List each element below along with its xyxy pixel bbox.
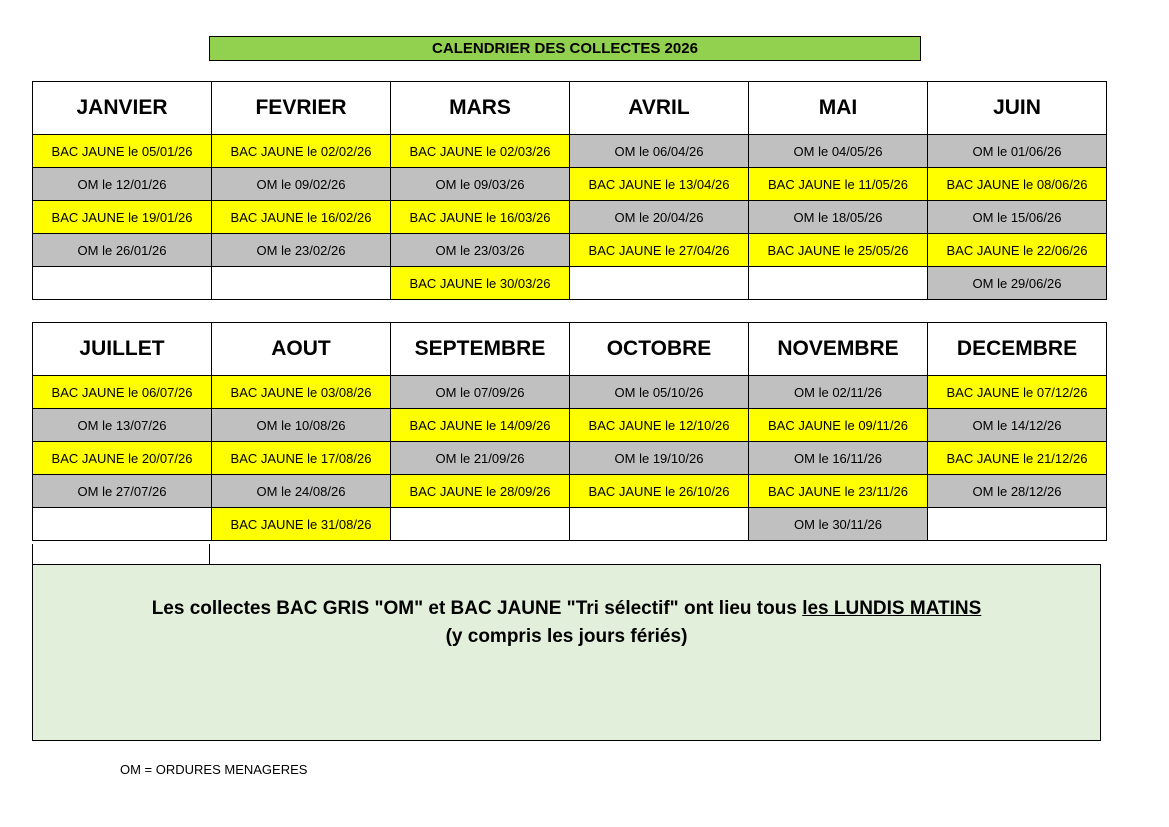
collection-cell: OM le 06/04/26: [570, 135, 749, 168]
calendar-table-first-half: [32, 81, 1107, 300]
collection-cell: OM le 24/08/26: [212, 475, 391, 508]
collection-cell: BAC JAUNE le 14/09/26: [391, 409, 570, 442]
month-header: MAI: [749, 82, 928, 135]
table-row: [33, 267, 1107, 300]
collection-cell: BAC JAUNE le 11/05/26: [749, 168, 928, 201]
collection-cell: BAC JAUNE le 16/02/26: [212, 201, 391, 234]
collection-cell: BAC JAUNE le 05/01/26: [33, 135, 212, 168]
month-header: AVRIL: [570, 82, 749, 135]
collection-cell: [570, 508, 749, 541]
note-line-1: [33, 595, 1100, 623]
table-row: [33, 234, 1107, 267]
collection-cell: OM le 05/10/26: [570, 376, 749, 409]
month-header-row: [33, 82, 1107, 135]
table-row: [33, 508, 1107, 541]
collection-note-box: [32, 564, 1101, 741]
legend-text: OM = ORDURES MENAGERES: [120, 762, 308, 777]
collection-cell: BAC JAUNE le 06/07/26: [33, 376, 212, 409]
collection-cell: OM le 16/11/26: [749, 442, 928, 475]
table-row: [33, 409, 1107, 442]
calendar-title: CALENDRIER DES COLLECTES 2026: [209, 36, 921, 61]
month-header: SEPTEMBRE: [391, 323, 570, 376]
collection-cell: BAC JAUNE le 07/12/26: [928, 376, 1107, 409]
collection-cell: BAC JAUNE le 02/03/26: [391, 135, 570, 168]
collection-cell: BAC JAUNE le 26/10/26: [570, 475, 749, 508]
collection-cell: [33, 267, 212, 300]
collection-cell: [570, 267, 749, 300]
spacer-row: [32, 544, 1101, 565]
collection-cell: OM le 13/07/26: [33, 409, 212, 442]
collection-cell: OM le 18/05/26: [749, 201, 928, 234]
collection-cell: OM le 26/01/26: [33, 234, 212, 267]
collection-cell: BAC JAUNE le 27/04/26: [570, 234, 749, 267]
collection-cell: [33, 508, 212, 541]
collection-cell: [749, 267, 928, 300]
collection-cell: BAC JAUNE le 19/01/26: [33, 201, 212, 234]
month-header: NOVEMBRE: [749, 323, 928, 376]
collection-cell: OM le 28/12/26: [928, 475, 1107, 508]
month-header: DECEMBRE: [928, 323, 1107, 376]
collection-cell: BAC JAUNE le 23/11/26: [749, 475, 928, 508]
collection-cell: [928, 508, 1107, 541]
collection-cell: OM le 09/02/26: [212, 168, 391, 201]
spacer-cell: [32, 544, 210, 565]
collection-cell: OM le 02/11/26: [749, 376, 928, 409]
collection-cell: BAC JAUNE le 31/08/26: [212, 508, 391, 541]
collection-cell: OM le 09/03/26: [391, 168, 570, 201]
collection-cell: OM le 27/07/26: [33, 475, 212, 508]
month-header: FEVRIER: [212, 82, 391, 135]
collection-cell: OM le 30/11/26: [749, 508, 928, 541]
collection-cell: [212, 267, 391, 300]
table-row: [33, 475, 1107, 508]
collection-cell: OM le 21/09/26: [391, 442, 570, 475]
collection-cell: OM le 12/01/26: [33, 168, 212, 201]
month-header: JUILLET: [33, 323, 212, 376]
note-line-1-text: Les collectes BAC GRIS "OM" et BAC JAUNE "Tri sélectif" ont lieu tous: [151, 598, 803, 619]
month-header-row: [33, 323, 1107, 376]
collection-cell: BAC JAUNE le 03/08/26: [212, 376, 391, 409]
collection-cell: BAC JAUNE le 20/07/26: [33, 442, 212, 475]
collection-cell: OM le 20/04/26: [570, 201, 749, 234]
collection-cell: BAC JAUNE le 08/06/26: [928, 168, 1107, 201]
table-row: [33, 442, 1107, 475]
collection-cell: BAC JAUNE le 21/12/26: [928, 442, 1107, 475]
note-line-2: (y compris les jours fériés): [445, 626, 688, 647]
collection-cell: BAC JAUNE le 16/03/26: [391, 201, 570, 234]
collection-cell: BAC JAUNE le 17/08/26: [212, 442, 391, 475]
collection-cell: BAC JAUNE le 22/06/26: [928, 234, 1107, 267]
table-row: [33, 376, 1107, 409]
collection-cell: OM le 19/10/26: [570, 442, 749, 475]
calendar-table-second-half: [32, 322, 1107, 541]
collection-cell: BAC JAUNE le 13/04/26: [570, 168, 749, 201]
table-row: [33, 135, 1107, 168]
collection-cell: OM le 15/06/26: [928, 201, 1107, 234]
collection-cell: BAC JAUNE le 09/11/26: [749, 409, 928, 442]
collection-cell: OM le 07/09/26: [391, 376, 570, 409]
collection-cell: BAC JAUNE le 25/05/26: [749, 234, 928, 267]
month-header: MARS: [391, 82, 570, 135]
collection-cell: BAC JAUNE le 28/09/26: [391, 475, 570, 508]
collection-cell: BAC JAUNE le 12/10/26: [570, 409, 749, 442]
collection-cell: OM le 29/06/26: [928, 267, 1107, 300]
collection-cell: [391, 508, 570, 541]
month-header: AOUT: [212, 323, 391, 376]
collection-cell: BAC JAUNE le 30/03/26: [391, 267, 570, 300]
collection-cell: OM le 23/03/26: [391, 234, 570, 267]
table-row: [33, 168, 1107, 201]
table-row: [33, 201, 1107, 234]
collection-cell: BAC JAUNE le 02/02/26: [212, 135, 391, 168]
collection-cell: OM le 23/02/26: [212, 234, 391, 267]
month-header: JANVIER: [33, 82, 212, 135]
collection-cell: OM le 14/12/26: [928, 409, 1107, 442]
collection-cell: OM le 10/08/26: [212, 409, 391, 442]
collection-cell: OM le 01/06/26: [928, 135, 1107, 168]
note-day-emphasis: les LUNDIS MATINS: [802, 598, 982, 619]
collection-cell: OM le 04/05/26: [749, 135, 928, 168]
month-header: OCTOBRE: [570, 323, 749, 376]
month-header: JUIN: [928, 82, 1107, 135]
